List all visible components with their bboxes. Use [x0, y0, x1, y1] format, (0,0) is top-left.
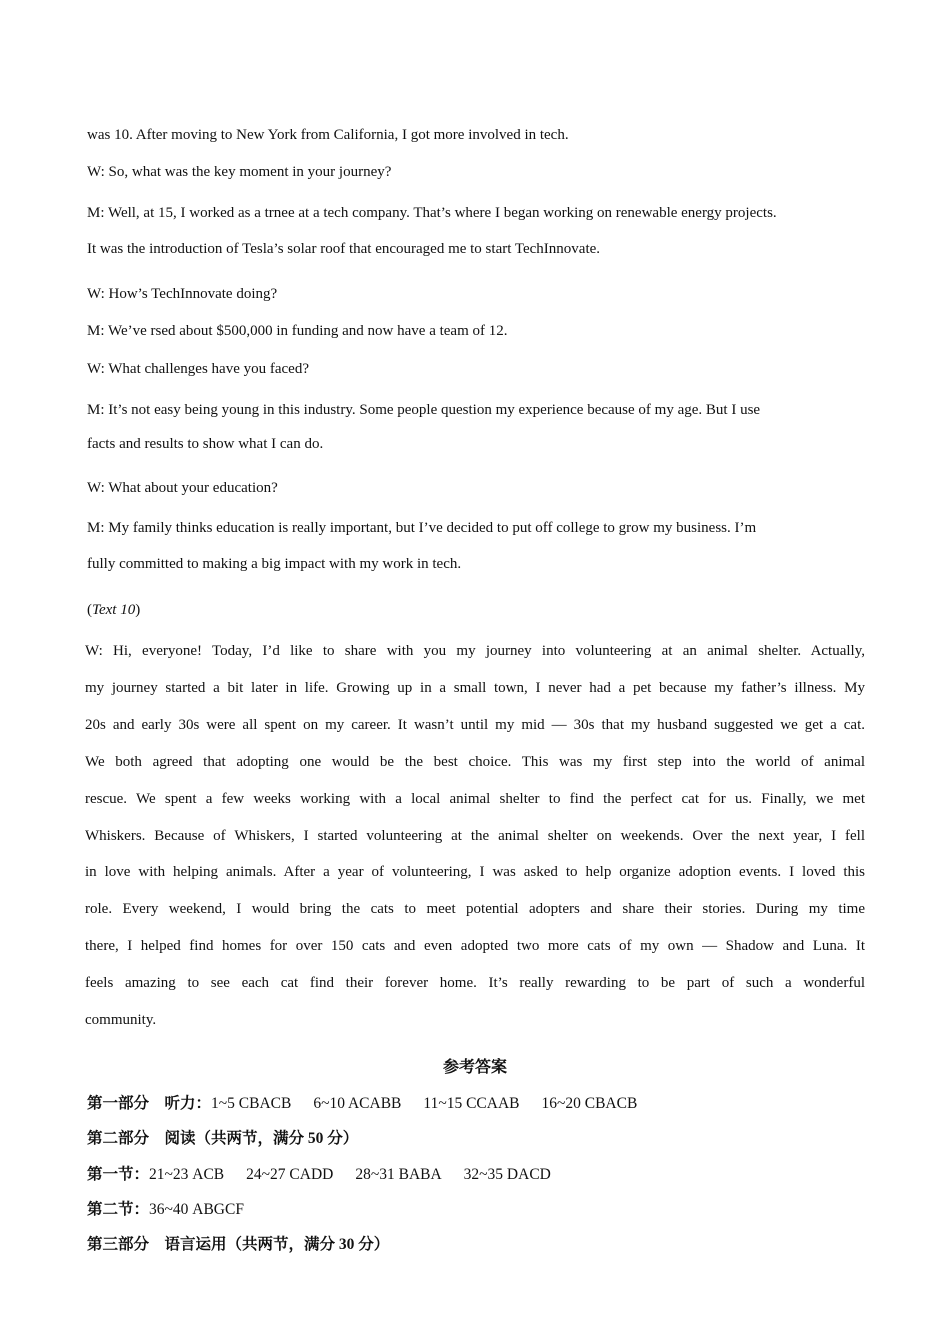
answer-part1: [87, 1094, 863, 1114]
dialogue-line: W: So, what was the key moment in your journey?: [87, 164, 392, 180]
dialogue-line: W: What challenges have you faced?: [87, 361, 309, 377]
text10-line: Whiskers. Because of Whiskers, I started volunteering at the animal shelter on weekends. Over the next year, I fell: [85, 828, 865, 844]
text10-line: We both agreed that adopting one would be the best choice. This was my first step into the world of animal: [85, 754, 865, 770]
text10-label: (Text 10): [87, 602, 141, 618]
sec1-label: 第一节：: [87, 1166, 150, 1183]
text10-line: rescue. We spent a few weeks working with a local animal shelter to find the perfect cat for us. Finally, we met: [85, 791, 865, 807]
dialogue-line: facts and results to show what I can do.: [87, 436, 324, 452]
answer-group: 1~5 CBACB: [211, 1095, 292, 1112]
answer-group: 32~35 DACD: [463, 1166, 551, 1183]
dialogue-line: M: It’s not easy being young in this industry. Some people question my experience because of my age. But I use: [87, 402, 761, 418]
text10-line: role. Every weekend, I would bring the cats to meet potential adopters and share their stories. During my time: [85, 901, 865, 917]
answer-group: 24~27 CADD: [246, 1166, 334, 1183]
text10-line: there, I helped find homes for over 150 cats and even adopted two more cats of my own — Shadow and Luna. It: [85, 938, 865, 954]
dialogue-line: W: How’s TechInnovate doing?: [87, 286, 278, 302]
answer-group: 11~15 CCAAB: [423, 1095, 520, 1112]
sec2-label: 第二节：: [87, 1201, 150, 1218]
part3-label: 第三部分 语言运用（共两节，满分 30 分）: [87, 1236, 390, 1253]
part2-label: 第二部分 阅读（共两节，满分 50 分）: [87, 1130, 359, 1147]
dialogue-line: It was the introduction of Tesla’s solar roof that encouraged me to start TechInnovate.: [87, 241, 601, 257]
answer-group: 21~23 ACB: [149, 1166, 225, 1183]
text10-line: feels amazing to see each cat find their forever home. It’s really rewarding to be part of such a wonderful: [85, 975, 865, 991]
answer-group: 6~10 ACABB: [313, 1095, 402, 1112]
answer-part2: [87, 1129, 863, 1149]
dialogue-line: M: We’ve rsed about $500,000 in funding and now have a team of 12.: [87, 323, 508, 339]
dialogue-line: was 10. After moving to New York from California, I got more involved in tech.: [87, 127, 569, 143]
part1-label: 第一部分 听力：: [87, 1095, 212, 1112]
answer-part3: [87, 1235, 863, 1255]
answer-section2: [87, 1200, 863, 1220]
dialogue-line: W: What about your education?: [87, 480, 278, 496]
answer-group: 28~31 BABA: [355, 1166, 442, 1183]
dialogue-line: M: My family thinks education is really important, but I’ve decided to put off college to grow my business. I’m: [87, 520, 757, 536]
answer-title: 参考答案: [442, 1059, 507, 1076]
text10-line: W: Hi, everyone! Today, I’d like to share with you my journey into volunteering at an animal shelter. Actually,: [85, 643, 865, 659]
answer-group: 36~40 ABGCF: [149, 1201, 244, 1218]
dialogue-line: fully committed to making a big impact with my work in tech.: [87, 556, 462, 572]
dialogue-line: M: Well, at 15, I worked as a trnee at a tech company. That’s where I began working on renewable energy projects.: [87, 205, 777, 221]
text10-line: in love with helping animals. After a year of volunteering, I was asked to help organize adoption events. I loved this: [85, 864, 865, 880]
text10-line: my journey started a bit later in life. Growing up in a small town, I never had a pet because my father’s illness. My: [85, 680, 865, 696]
text10-line: 20s and early 30s were all spent on my career. It wasn’t until my mid — 30s that my husband suggested we get a cat.: [85, 717, 865, 733]
answer-section1: [87, 1165, 863, 1185]
answer-group: 16~20 CBACB: [541, 1095, 638, 1112]
text10-line: community.: [85, 1012, 157, 1028]
